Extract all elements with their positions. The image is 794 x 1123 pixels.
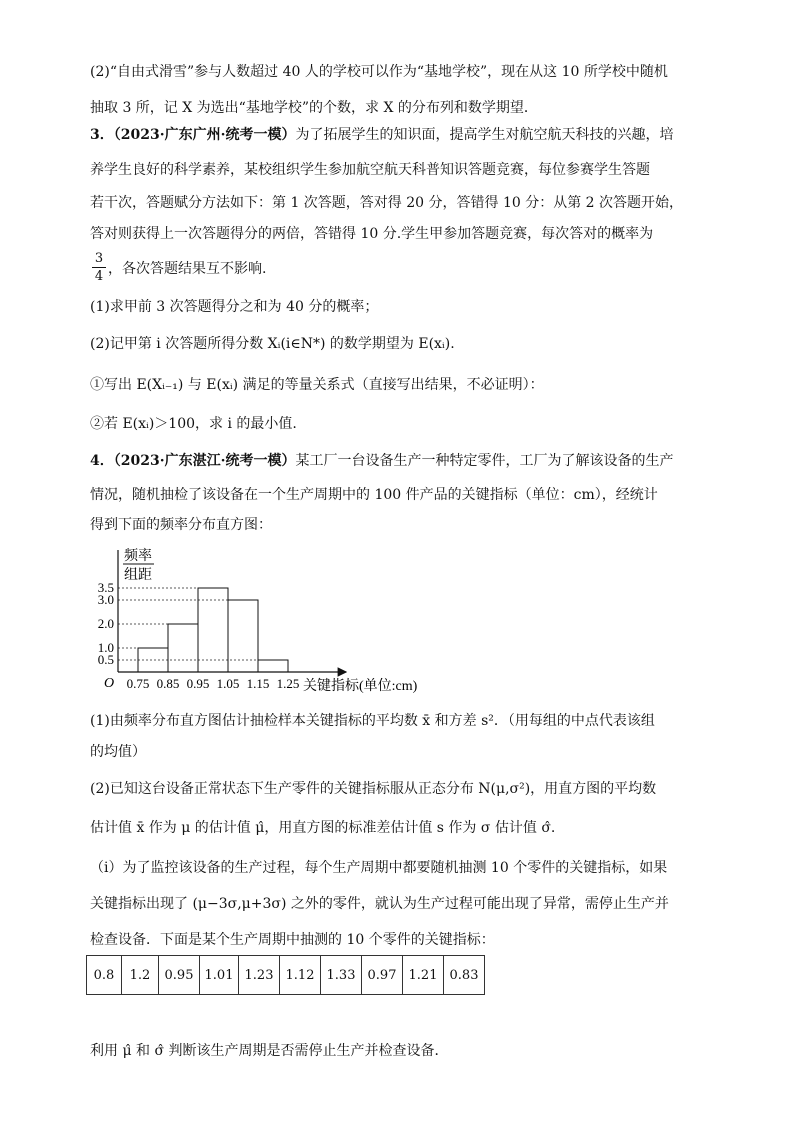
q3-part2: (2)记甲第 i 次答题所得分数 Xᵢ(i∈N*) 的数学期望为 E(xᵢ). [90,336,455,352]
q3-first-line [90,125,673,145]
x-tick-label: 0.75 [126,676,150,691]
q4-source: （2023·广东湛江·统考一模） [113,453,296,469]
q3-source: （2023·广东广州·统考一模） [113,127,296,143]
table-cell: 0.83 [444,956,485,995]
table-cell: 0.97 [362,956,403,995]
q4-text-c: 得到下面的频率分布直方图： [90,517,272,533]
y-tick-label: 3.5 [97,580,114,595]
x-tick-labels [127,676,300,691]
histogram-bar [258,660,288,672]
q4-part2-i-a: （i）为了监控该设备的生产过程，每个生产周期中都要随机抽测 10 个零件的关键指标，如果 [90,860,668,876]
table-cell: 1.21 [403,956,444,995]
q3-number: 3． [90,127,114,143]
table-cell: 1.2 [122,956,159,995]
histogram-bar [228,600,258,672]
q4-part2-i-c: 检查设备．下面是某个生产周期中抽测的 10 个零件的关键指标： [90,932,495,948]
y-tick-label: 2.0 [97,616,114,631]
table-row [87,956,485,995]
q4-part2-i-b: 关键指标出现了 (μ−3σ,μ+3σ) 之外的零件，就认为生产过程可能出现了异常，需停止生产并 [90,896,669,912]
q3-text-b: 养学生良好的科学素养，某校组织学生参加航空航天科普知识答题竞赛，每位参赛学生答题 [90,162,650,178]
origin-label: O [104,676,115,691]
x-tick-label: 0.95 [186,676,210,691]
y-tick-label: 3.0 [97,592,114,607]
q4-text-a: 某工厂一台设备生产一种特定零件，工厂为了解该设备的生产 [295,453,674,469]
q3-text-c: 若干次，答题赋分方法如下：第 1 次答题，答对得 20 分，答错得 10 分：从第 2 次答题开始， [90,195,684,211]
fraction-denominator: 4 [94,269,104,284]
x-tick-label: 1.15 [246,676,270,691]
x-tick-label: 1.25 [276,676,300,691]
q3-text-e: ，各次答题结果互不影响. [108,261,267,277]
table-cell: 1.23 [239,956,280,995]
q4-part1-a: (1)由频率分布直方图估计抽检样本关键指标的平均数 x̄ 和方差 s²．（用每组的中点代表该组 [90,713,655,729]
q4-last-line: 利用 μ̂ 和 σ̂ 判断该生产周期是否需停止生产并检查设备． [90,1043,449,1059]
q3-part2-b: ②若 E(xᵢ)＞100，求 i 的最小值. [90,416,297,432]
measurement-table [86,955,485,995]
x-tick-label: 0.85 [156,676,180,691]
x-axis-label: 关键指标(单位:cm) [303,679,418,694]
y-label-bottom: 组距 [124,568,152,583]
table-cell: 0.95 [159,956,200,995]
fraction-three-quarters [92,251,106,284]
q4-first-line [90,451,673,471]
table-cell: 1.01 [200,956,239,995]
fraction-bar [92,267,106,268]
histogram-bars [138,588,288,672]
y-tick-labels [98,580,114,667]
histogram-bar [198,588,228,672]
table-cell: 1.12 [280,956,321,995]
table-cell: 0.8 [87,956,122,995]
q4-part2-a: (2)已知这台设备正常状态下生产零件的关键指标服从正态分布 N(μ,σ²)，用直方图的平均数 [90,781,657,797]
q3-part1: (1)求甲前 3 次答题得分之和为 40 分的概率； [90,299,379,315]
fraction-numerator: 3 [94,251,104,266]
histogram-bar [168,624,198,672]
frequency-histogram [88,542,468,702]
y-label-top: 频率 [124,549,152,564]
q3-text-d: 答对则获得上一次答题得分的两倍，答错得 10 分.学生甲参加答题竞赛，每次答对的概率为 [90,226,654,242]
q2-part2-line1: (2)“自由式滑雪”参与人数超过 40 人的学校可以作为“基地学校”，现在从这 10 所学校中随机 [90,64,668,80]
q3-text-a: 为了拓展学生的知识面，提高学生对航空航天科技的兴趣，培 [295,127,674,143]
x-tick-label: 1.05 [216,676,240,691]
q3-part2-a: ①写出 E(Xᵢ₋₁) 与 E(xᵢ) 满足的等量关系式（直接写出结果，不必证明）： [90,377,544,393]
table-cell: 1.33 [321,956,362,995]
q2-part2-line2: 抽取 3 所，记 X 为选出“基地学校”的个数，求 X 的分布列和数学期望． [90,100,538,116]
q4-text-b: 情况，随机抽检了该设备在一个生产周期中的 100 件产品的关键指标（单位：cm），经统计 [90,487,658,503]
q4-number: 4． [90,453,114,469]
q4-part2-b: 估计值 x̄ 作为 μ 的估计值 μ̂，用直方图的标准差估计值 s 作为 σ 估计值 σ̂. [90,820,556,836]
y-tick-label: 0.5 [97,652,114,667]
q4-part1-b: 的均值） [90,744,146,760]
y-tick-label: 1.0 [97,640,114,655]
